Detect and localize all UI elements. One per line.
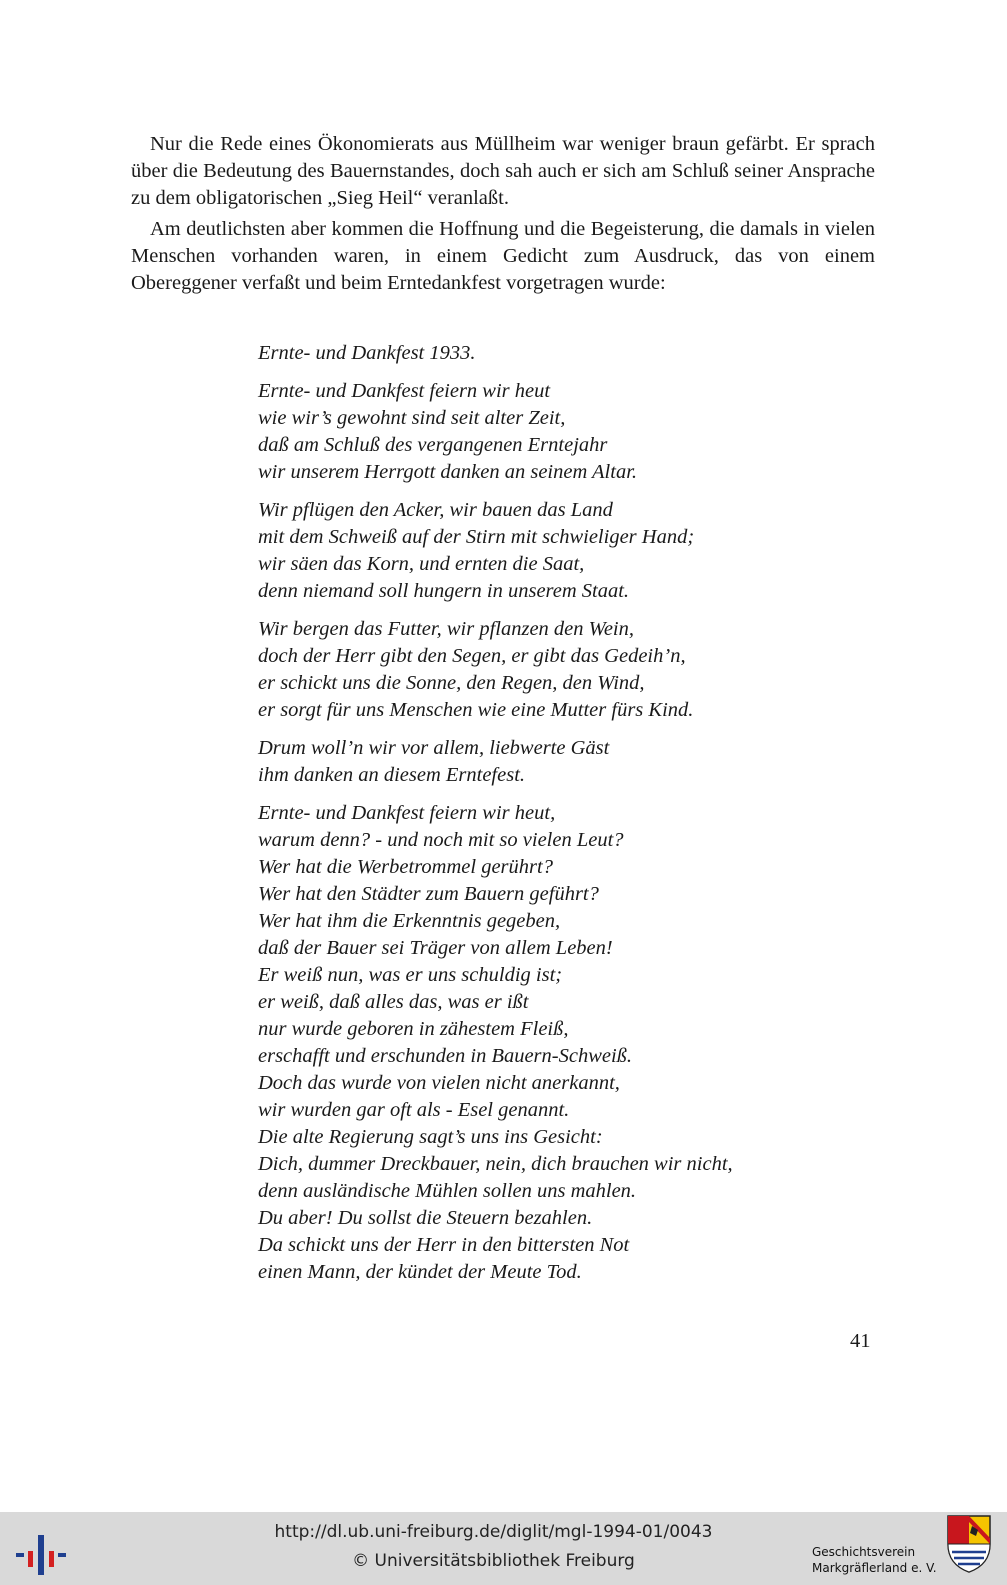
- poem-line: ihm danken an diesem Erntefest.: [258, 764, 526, 786]
- footer-bar: [0, 1512, 1007, 1585]
- paragraph-1: Nur die Rede eines Ökonomierats aus Müllheim war weniger braun gefärbt. Er sprach über die Bedeutung des Bauernstandes, doch sah auch er sich am Schluß seiner Ansprache zu dem obligatorischen „Sieg Heil“ veranlaßt.: [131, 133, 875, 209]
- footer-url-link[interactable]: http://dl.ub.uni-freiburg.de/diglit/mgl-1994-01/0043: [274, 1522, 713, 1542]
- poem-line: wir säen das Korn, und ernten die Saat,: [258, 553, 585, 575]
- poem-line: einen Mann, der kündet der Meute Tod.: [258, 1261, 582, 1283]
- body-text: [131, 131, 875, 301]
- poem-line: Die alte Regierung sagt’s uns ins Gesicht:: [258, 1126, 603, 1148]
- poem-line: er sorgt für uns Menschen wie eine Mutter fürs Kind.: [258, 699, 694, 721]
- poem-line: Drum woll’n wir vor allem, liebwerte Gäst: [258, 737, 610, 759]
- page-number: 41: [850, 1330, 871, 1352]
- poem-line: wie wir’s gewohnt sind seit alter Zeit,: [258, 407, 566, 429]
- poem-stanzas: [258, 378, 818, 1286]
- poem-line: mit dem Schweiß auf der Stirn mit schwieliger Hand;: [258, 526, 695, 548]
- poem-line: erschafft und erschunden in Bauern-Schweiß.: [258, 1045, 633, 1067]
- poem-line: Doch das wurde von vielen nicht anerkannt,: [258, 1072, 620, 1094]
- society-name: [812, 1544, 937, 1576]
- poem-stanza: [258, 800, 818, 1286]
- poem-line: Da schickt uns der Herr in den bittersten Not: [258, 1234, 630, 1256]
- poem: [258, 340, 818, 1297]
- poem-stanza: [258, 378, 818, 486]
- poem-line: Wer hat die Werbetrommel gerührt?: [258, 856, 553, 878]
- poem-line: doch der Herr gibt den Segen, er gibt das Gedeih’n,: [258, 645, 686, 667]
- poem-line: warum denn? - und noch mit so vielen Leut?: [258, 829, 624, 851]
- poem-line: er schickt uns die Sonne, den Regen, den Wind,: [258, 672, 645, 694]
- poem-line: Du aber! Du sollst die Steuern bezahlen.: [258, 1207, 593, 1229]
- poem-line: Wer hat ihm die Erkenntnis gegeben,: [258, 910, 561, 932]
- poem-line: Er weiß nun, was er uns schuldig ist;: [258, 964, 563, 986]
- footer-copyright: © Universitätsbibliothek Freiburg: [352, 1551, 635, 1571]
- poem-line: Ernte- und Dankfest feiern wir heut: [258, 380, 551, 402]
- poem-line: daß der Bauer sei Träger von allem Leben!: [258, 937, 613, 959]
- poem-stanza: [258, 616, 818, 724]
- poem-line: Ernte- und Dankfest feiern wir heut,: [258, 802, 556, 824]
- poem-line: er weiß, daß alles das, was er ißt: [258, 991, 529, 1013]
- poem-stanza: [258, 735, 818, 789]
- poem-title: Ernte- und Dankfest 1933.: [258, 342, 476, 364]
- coat-of-arms-icon: [946, 1514, 992, 1574]
- poem-line: nur wurde geboren in zähestem Fleiß,: [258, 1018, 569, 1040]
- poem-line: Wer hat den Städter zum Bauern geführt?: [258, 883, 599, 905]
- society-line-2: Markgräflerland e. V.: [812, 1561, 937, 1575]
- poem-line: daß am Schluß des vergangenen Erntejahr: [258, 434, 608, 456]
- poem-line: Wir bergen das Futter, wir pflanzen den Wein,: [258, 618, 635, 640]
- poem-line: Dich, dummer Dreckbauer, nein, dich brauchen wir nicht,: [258, 1153, 733, 1175]
- poem-line: denn ausländische Mühlen sollen uns mahlen.: [258, 1180, 637, 1202]
- poem-line: wir unserem Herrgott danken an seinem Altar.: [258, 461, 638, 483]
- poem-line: wir wurden gar oft als - Esel genannt.: [258, 1099, 570, 1121]
- poem-line: denn niemand soll hungern in unserem Staat.: [258, 580, 630, 602]
- poem-line: Wir pflügen den Acker, wir bauen das Land: [258, 499, 613, 521]
- poem-stanza: [258, 497, 818, 605]
- paragraph-2: Am deutlichsten aber kommen die Hoffnung und die Begeisterung, die damals in vielen Menschen vorhanden waren, in einem Gedicht zum Ausdruck, das von einem Obereggener verfaßt und beim Erntedankfest vorgetragen wurde:: [131, 218, 875, 294]
- society-line-1: Geschichtsverein: [812, 1545, 916, 1559]
